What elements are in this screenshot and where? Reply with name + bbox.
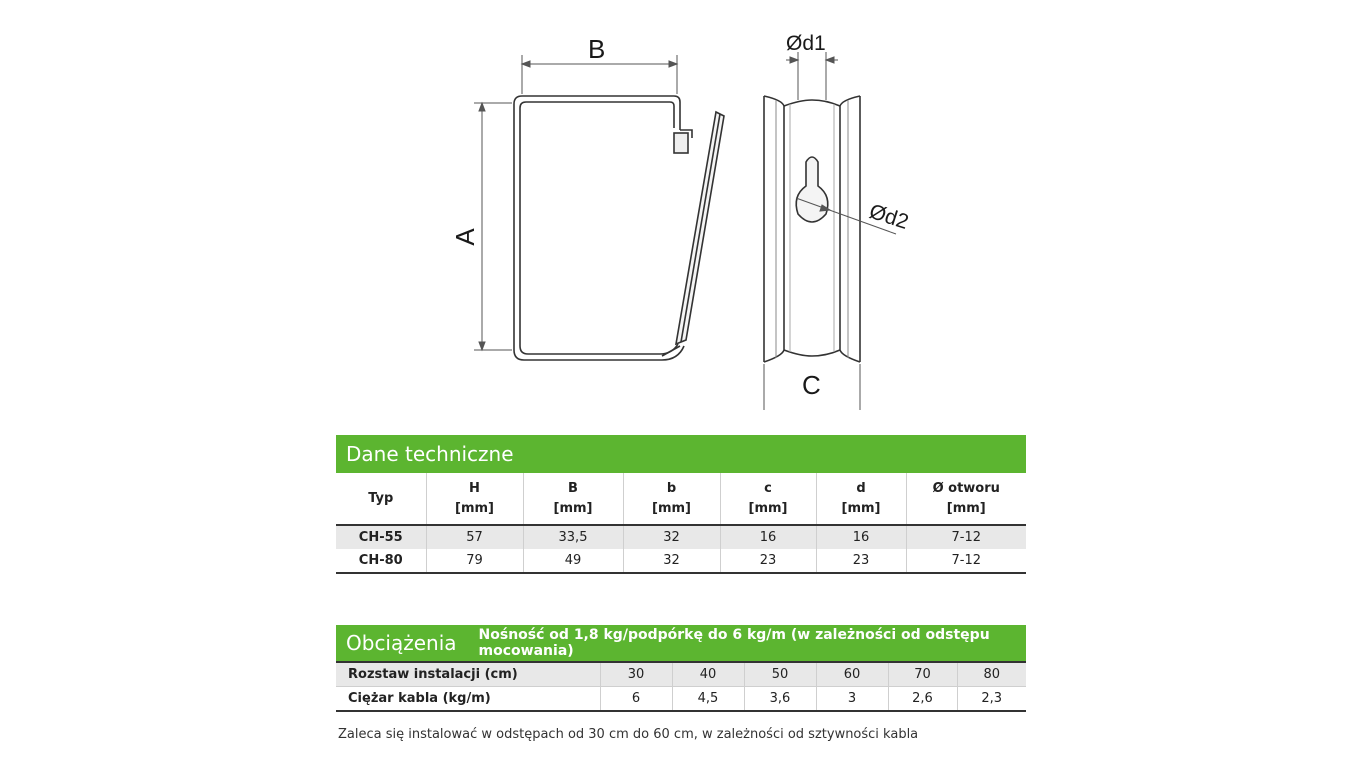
cell-value: 3 [816,687,888,712]
table-row [336,549,1026,573]
cell-b-upper: 33,5 [523,525,623,549]
col-b-upper: B [mm] [523,473,623,525]
cell-value: 80 [957,662,1026,687]
cell-value: 2,3 [957,687,1026,712]
cell-d: 23 [816,549,906,573]
row-label: Ciężar kabla (kg/m) [348,691,491,706]
load-subtitle: Nośność od 1,8 kg/podpórkę do 6 kg/m (w zależności od odstępu mocowania) [478,627,990,659]
cell-d: 16 [816,525,906,549]
label-b: B [588,34,606,64]
table-row [336,662,1026,687]
cell-type: CH-80 [358,553,403,568]
hanger-side-view [514,96,724,360]
label-d1: Ød1 [786,32,826,55]
col-d: d [mm] [816,473,906,525]
tech-header [336,435,1026,473]
cell-h: 79 [426,549,523,573]
col-otwor: Ø otworu [mm] [906,473,1026,525]
dimension-a [474,103,512,350]
table-row [336,687,1026,712]
installation-note: Zaleca się instalować w odstępach od 30 cm do 60 cm, w zależności od sztywności kabla [338,727,919,742]
cell-otwor: 7-12 [906,549,1026,573]
cell-value: 70 [888,662,957,687]
label-c: C [802,370,821,400]
cell-type: CH-55 [358,530,403,545]
cell-value: 3,6 [744,687,816,712]
tech-table [336,473,1026,574]
hanger-front-view [764,96,860,362]
cell-b-lower: 32 [623,549,720,573]
table-row [336,525,1026,549]
cell-value: 60 [816,662,888,687]
col-h: H [mm] [426,473,523,525]
load-header [336,625,1026,661]
cell-h: 57 [426,525,523,549]
load-table [336,661,1026,712]
label-a: A [450,228,480,246]
cell-value: 6 [600,687,672,712]
col-typ: Typ [368,490,394,506]
cell-c: 16 [720,525,816,549]
cell-c: 23 [720,549,816,573]
label-d2: Ød2 [866,199,912,235]
row-label: Rozstaw instalacji (cm) [348,667,518,682]
col-b-lower: b [mm] [623,473,720,525]
dimension-d1 [786,52,838,100]
cell-value: 4,5 [672,687,744,712]
tech-header-row [336,473,1026,525]
tech-title: Dane techniczne [346,442,514,466]
load-title: Obciążenia [346,631,457,655]
col-c: c [mm] [720,473,816,525]
cell-otwor: 7-12 [906,525,1026,549]
cell-value: 40 [672,662,744,687]
cell-b-lower: 32 [623,525,720,549]
cell-value: 50 [744,662,816,687]
cell-value: 30 [600,662,672,687]
cell-b-upper: 49 [523,549,623,573]
cell-value: 2,6 [888,687,957,712]
